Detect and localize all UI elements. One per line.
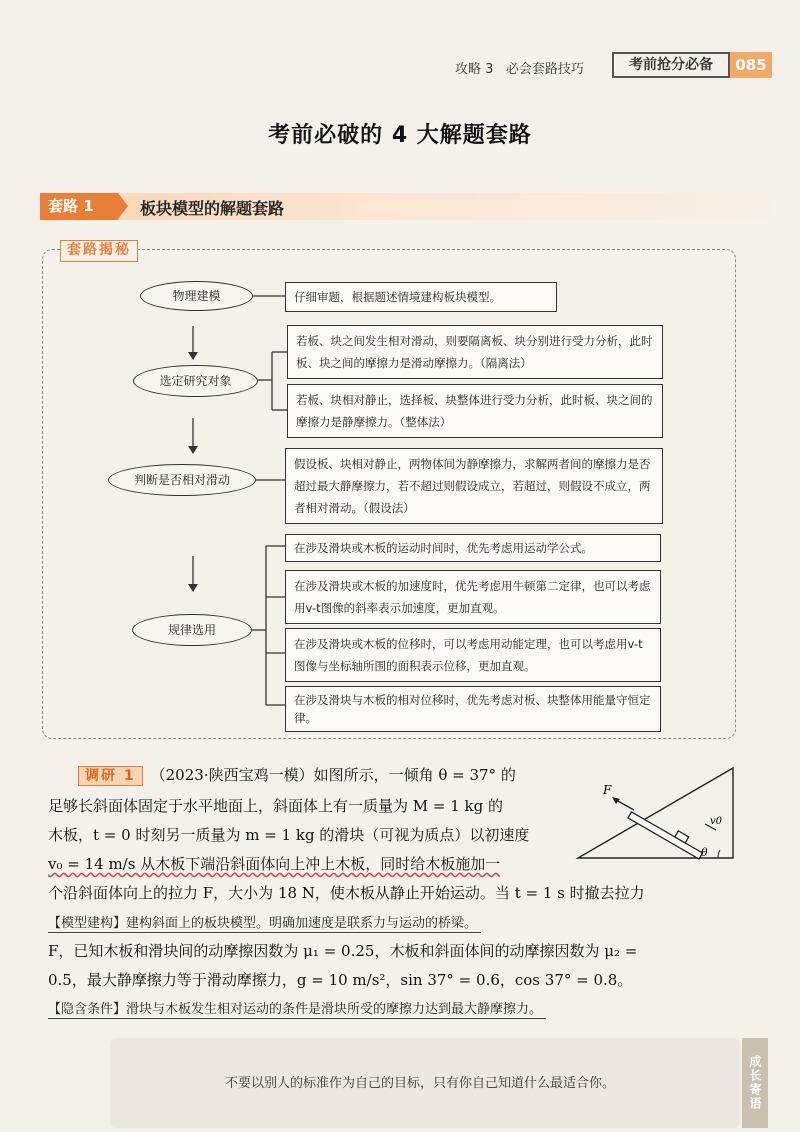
problem-line-4: v₀ = 14 m/s 从木板下端沿斜面体向上冲上木板，同时给木板施加一 (48, 855, 501, 873)
header-subsection: 必会套路技巧 (505, 62, 584, 77)
velocity-label: v0 (710, 816, 723, 827)
header-box-label: 考前抢分必备 (612, 52, 730, 78)
section-tag: 套路 1 (40, 193, 118, 220)
box-model: 仔细审题，根据题述情境建构板块模型。 (285, 282, 557, 312)
step-oval-object: 选定研究对象 (133, 365, 258, 397)
problem-line-7: 0.5，最大静摩擦力等于滑动摩擦力，g = 10 m/s²，sin 37° = 0.6，cos 37° = 0.8。 (48, 971, 633, 989)
note-model: 【模型建构】建构斜面上的板块模型。明确加速度是联系力与运动的桥梁。 (48, 912, 481, 933)
force-arrow-icon (616, 800, 634, 810)
reveal-tag: 套路揭秘 (60, 240, 138, 262)
force-arrowhead-icon (612, 797, 620, 804)
box-rule-energy: 在涉及滑块与木板的相对位移时，优先考虑对板、块整体用能量守恒定律。 (285, 686, 661, 732)
arrowhead-icon (188, 584, 198, 592)
step-oval-rules: 规律选用 (132, 614, 252, 646)
arrowhead-icon (188, 352, 198, 360)
problem-tag: 调研 1 (78, 766, 143, 786)
problem-line-6: F，已知木板和滑块间的动摩擦因数为 μ₁ = 0.25，木板和斜面体间的动摩擦因数为 μ₂ = (48, 942, 638, 960)
footer-quote: 不要以别人的标准作为自己的目标，只有你自己知道什么最适合你。 (224, 1076, 615, 1091)
box-rule-time: 在涉及滑块或木板的运动时间时，优先考虑用运动学公式。 (285, 534, 661, 562)
box-assume: 假设板、块相对静止，两物体间为静摩擦力，求解两者间的摩擦力是否超过最大静摩擦力，若不超过则假设成立，若超过，则假设不成立，两者相对滑动。（假设法） (285, 448, 663, 524)
force-label: F (603, 783, 612, 797)
step-oval-model: 物理建模 (140, 281, 253, 311)
problem-line-3: 木板，t = 0 时刻另一质量为 m = 1 kg 的滑块（可视为质点）以初速度 (48, 826, 530, 844)
angle-arc (718, 850, 720, 858)
step-oval-judge: 判断是否相对滑动 (108, 464, 256, 496)
problem-line-5: 个沿斜面体向上的拉力 F，大小为 18 N，使木板从静止开始运动。当 t = 1 s 时撤去拉力 (48, 884, 645, 902)
box-rule-displacement: 在涉及滑块或木板的位移时，可以考虑用动能定理，也可以考虑用v-t图像与坐标轴所围的面积表示位移，更加直观。 (285, 628, 661, 682)
board-rect (628, 812, 703, 859)
page-number: 085 (730, 52, 772, 78)
problem-line-2: 足够长斜面体固定于水平地面上，斜面体上有一质量为 M = 1 kg 的 (48, 797, 504, 815)
box-rule-accel: 在涉及滑块或木板的加速度时，优先考虑用牛顿第二定律，也可以考虑用v-t图像的斜率表示加速度，更加直观。 (285, 570, 661, 624)
box-isolate: 若板、块之间发生相对滑动，则要隔离板、块分别进行受力分析，此时板、块之间的摩擦力是滑动摩擦力。（隔离法） (287, 325, 663, 379)
problem-line-1 (78, 764, 516, 786)
note-hidden: 【隐含条件】滑块与木板发生相对运动的条件是滑块所受的摩擦力达到最大静摩擦力。 (48, 998, 546, 1019)
footer-side-label: 成长寄语 (742, 1038, 768, 1128)
angle-label: θ (701, 846, 708, 859)
header-section: 攻略 3 (455, 62, 494, 77)
page-title: 考前必破的 4 大解题套路 (268, 123, 532, 148)
problem-text: （2023·陕西宝鸡一模）如图所示，一倾角 θ = 37° 的 (150, 766, 516, 784)
incline-triangle (578, 768, 733, 858)
section-title: 板块模型的解题套路 (140, 199, 285, 218)
box-whole: 若板、块相对静止，选择板、块整体进行受力分析，此时板、块之间的摩擦力是静摩擦力。（整体法） (287, 384, 663, 438)
incline-diagram (568, 760, 748, 870)
arrowhead-icon (188, 446, 198, 454)
